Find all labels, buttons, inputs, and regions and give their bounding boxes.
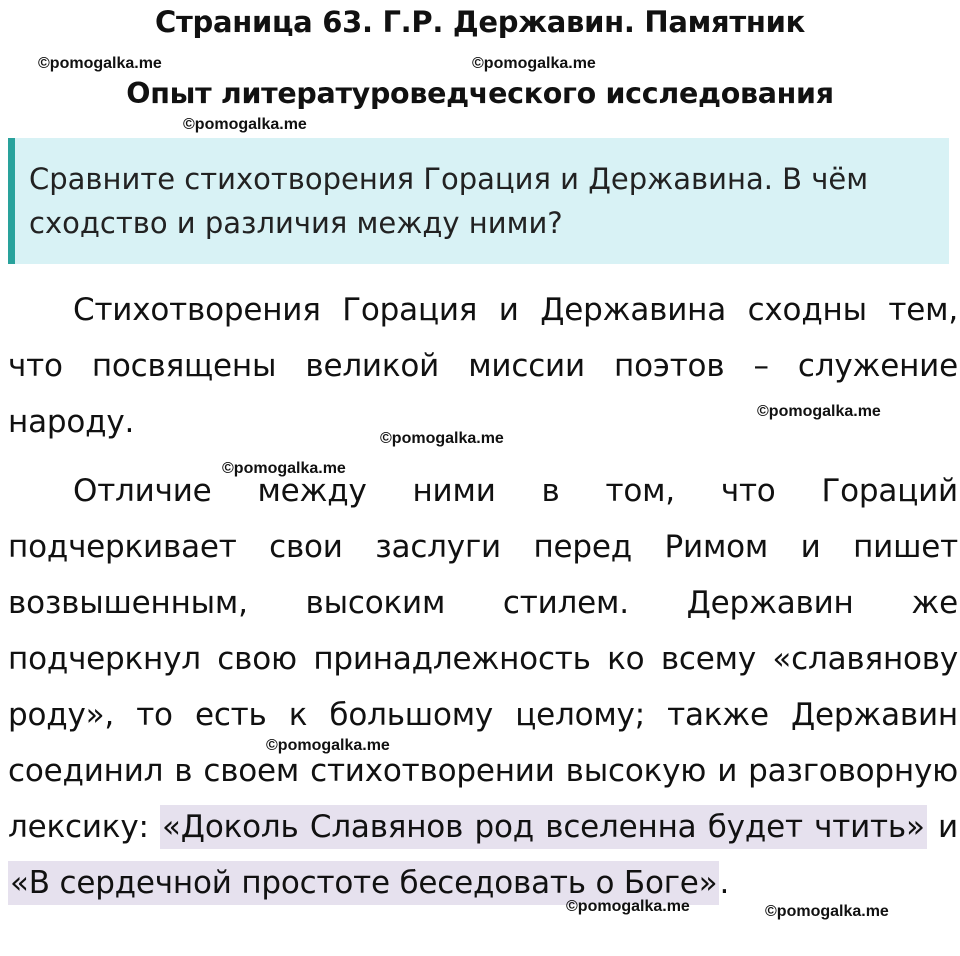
watermark: ©pomogalka.me [222, 460, 346, 477]
answer-paragraph-1-text: Стихотворения Горация и Державина сходны тем, что посвящены великой миссии поэтов – служение народу. [8, 292, 958, 440]
watermark: ©pomogalka.me [566, 898, 690, 915]
watermark: ©pomogalka.me [380, 430, 504, 447]
answer-paragraph-1 [8, 282, 958, 450]
task-question: Сравните стихотворения Горация и Державина. В чём сходство и различия между ними? [29, 162, 869, 240]
page-title: Страница 63. Г.Р. Державин. Памятник [155, 5, 805, 39]
task-box [8, 138, 949, 264]
quote-connector: и [926, 809, 958, 845]
answer-paragraph-2-text: Отличие между ними в том, что Гораций подчеркивает свои заслуги перед Римом и пишет возвышенным, высоким стилем. Державин же подчеркнул свою принадлежность ко всему «славянову роду», то есть к большому целому; также Державин соединил в своем стихотворении высокую и разговорную лексику: [8, 473, 958, 845]
paragraph-ending: . [719, 865, 730, 901]
answer-paragraph-2 [8, 463, 958, 911]
quote-highlight-1: «Доколь Славянов род вселенна будет чтить» [160, 805, 927, 849]
watermark: ©pomogalka.me [472, 55, 596, 72]
watermark: ©pomogalka.me [266, 737, 390, 754]
page-subtitle: Опыт литературоведческого исследования [126, 77, 834, 110]
watermark: ©pomogalka.me [757, 403, 881, 420]
watermark: ©pomogalka.me [38, 55, 162, 72]
quote-highlight-2: «В сердечной простоте беседовать о Боге» [8, 861, 719, 905]
watermark: ©pomogalka.me [183, 116, 307, 133]
watermark: ©pomogalka.me [765, 903, 889, 920]
